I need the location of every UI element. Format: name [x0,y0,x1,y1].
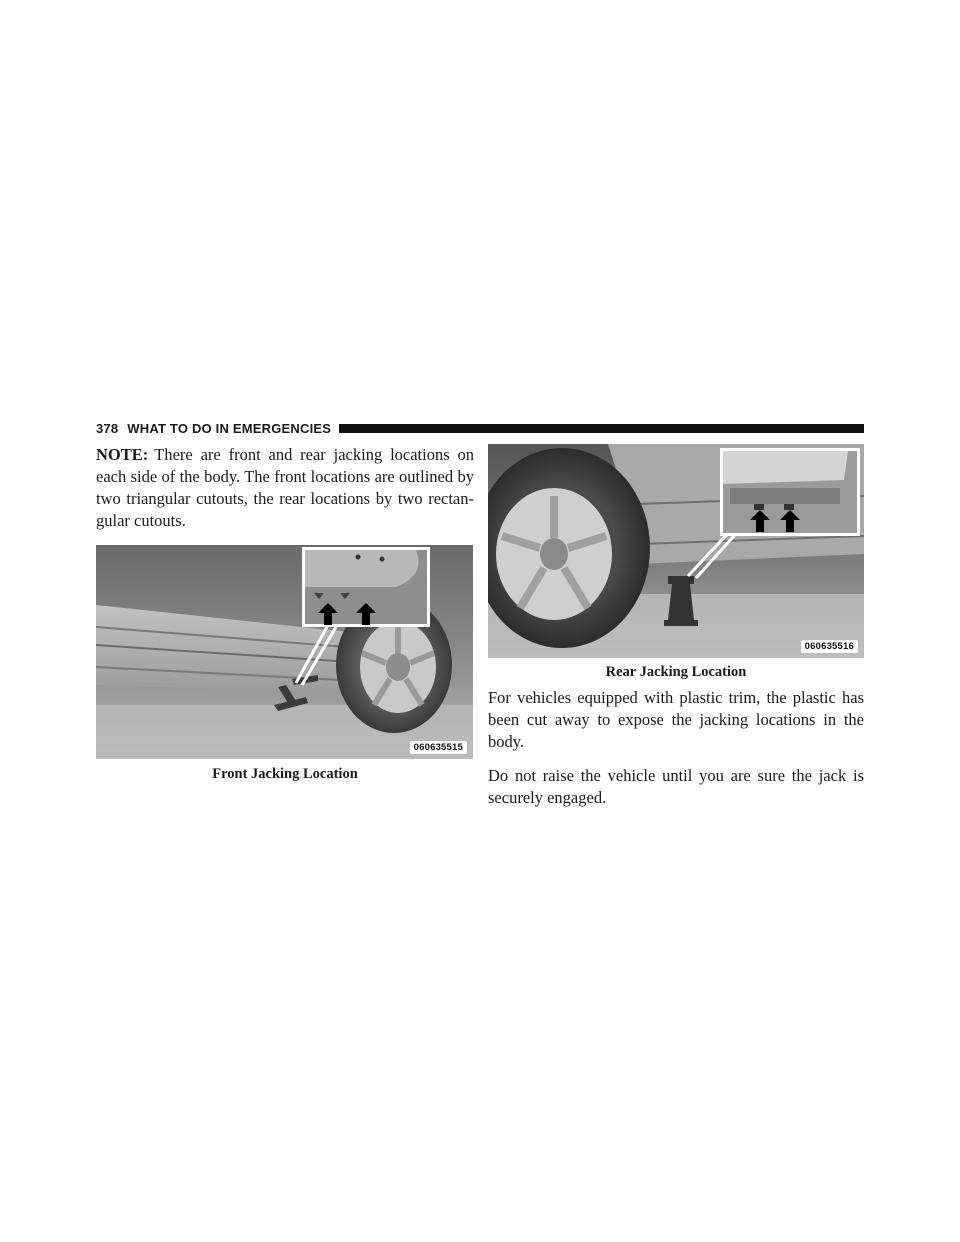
section-title: WHAT TO DO IN EMERGENCIES [127,420,332,436]
note-paragraph [96,444,474,532]
body-paragraph: For vehicles equipped with plastic trim, the plastic has been cut away to expose the jacking locations in the body. [488,688,864,751]
front-jacking-figure [96,545,473,759]
front-jacking-illustration [96,545,473,759]
front-inset [302,547,430,627]
figure-caption: Rear Jacking Location [605,664,747,680]
figure-id-label: 060635515 [410,741,467,754]
body-paragraph: Do not raise the vehicle until you are sure the jack is securely engaged. [488,766,864,807]
left-column [96,444,474,783]
page-number: 378 [96,420,119,436]
right-column [488,444,864,809]
rear-inset [720,448,860,536]
note-label: NOTE: [96,445,149,464]
figure-caption: Front Jacking Location [212,766,358,782]
note-text: There are front and rear jacking locations on each side of the body. The front locations are outlined by two triangular cutouts, the rear locations by two rectan-gular cutouts. [96,445,474,530]
rear-jacking-figure [488,444,864,658]
page-header [96,420,864,436]
header-rule [339,424,864,433]
figure-id-label: 060635516 [801,640,858,653]
rear-jacking-illustration [488,444,864,658]
